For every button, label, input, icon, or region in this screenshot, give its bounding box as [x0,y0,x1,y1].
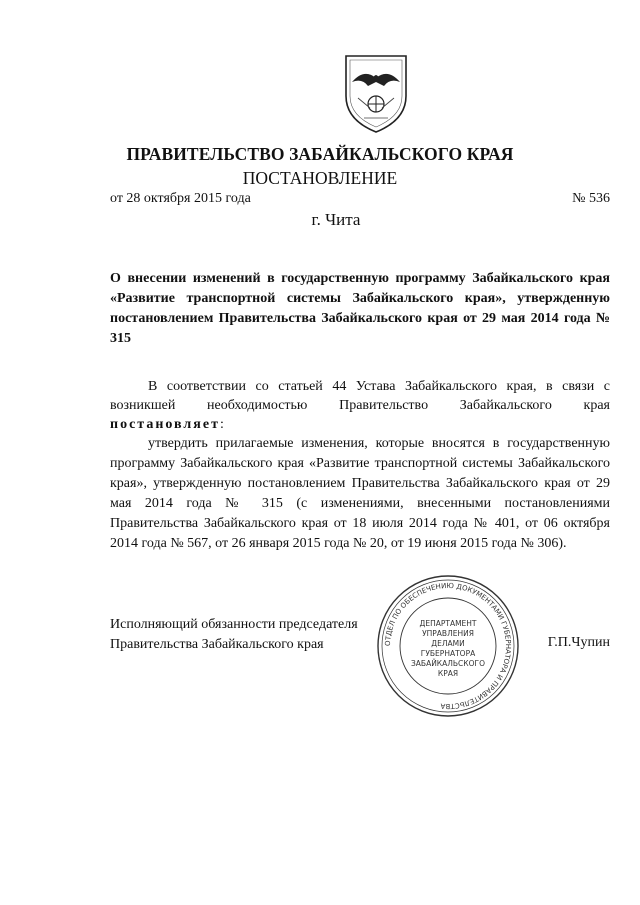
document-city: г. Чита [311,210,361,229]
stamp-center-line-4: ГУБЕРНАТОРА [420,649,476,658]
document-type: ПОСТАНОВЛЕНИЕ [242,168,398,188]
preamble-paragraph [110,377,610,434]
resolution-body: утвердить прилагаемые изменения, которые вносятся в государственную программу Забайкальского края «Развитие транспортной системы Забайкальского края», утвержденную постановлением Правительства Забайкальского края от 29 мая 2014 года № 315 (с изменениями, внесенными постановлениями Правительства Забайкальского края от 18 июля 2014 года № 401, от 06 октября 2014 года № 567, от 26 января 2015 года № 20, от 19 июня 2015 года № 306). [110,436,610,551]
stamp-center-line-5: ЗАБАЙКАЛЬСКОГО [410,659,486,668]
document-number: № 536 [572,191,610,206]
stamp-center-line-2: УПРАВЛЕНИЯ [422,629,474,638]
stamp-center-line-3: ДЕЛАМИ [431,639,465,648]
signatory-position-line-2: Правительства Забайкальского края [110,637,324,652]
signatory-position [110,615,358,655]
signatory-position-line-1: Исполняющий обязанности председателя [110,617,358,632]
signatory-name: Г.П.Чупин [547,635,610,650]
government-title: ПРАВИТЕЛЬСТВО ЗАБАЙКАЛЬСКОГО КРАЯ [126,144,514,164]
document-date: от 28 октября 2015 года [110,191,251,206]
resolution-keyword: постановляет [110,417,220,432]
stamp-ring-text: ОТДЕЛ ПО ОБЕСПЕЧЕНИЮ ДОКУМЕНТАМИ ГУБЕРНАТОРА И ПРАВИТЕЛЬСТВА [383,581,513,711]
stamp-center-line-1: ДЕПАРТАМЕНТ [419,619,477,628]
document-subject: О внесении изменений в государственную программу Забайкальского края «Развитие транспортной системы Забайкальского края», утвержденную постановлением Правительства Забайкальского края от 29 мая 2014 года № 315 [110,271,610,346]
official-stamp [374,572,522,720]
preamble-text: В соответствии со статьей 44 Устава Забайкальского края, в связи с возникшей необходимостью Правительство Забайкальского края [110,379,610,413]
preamble-punct: : [219,417,224,432]
coat-of-arms-emblem [340,52,412,134]
stamp-center-line-6: КРАЯ [437,669,459,678]
